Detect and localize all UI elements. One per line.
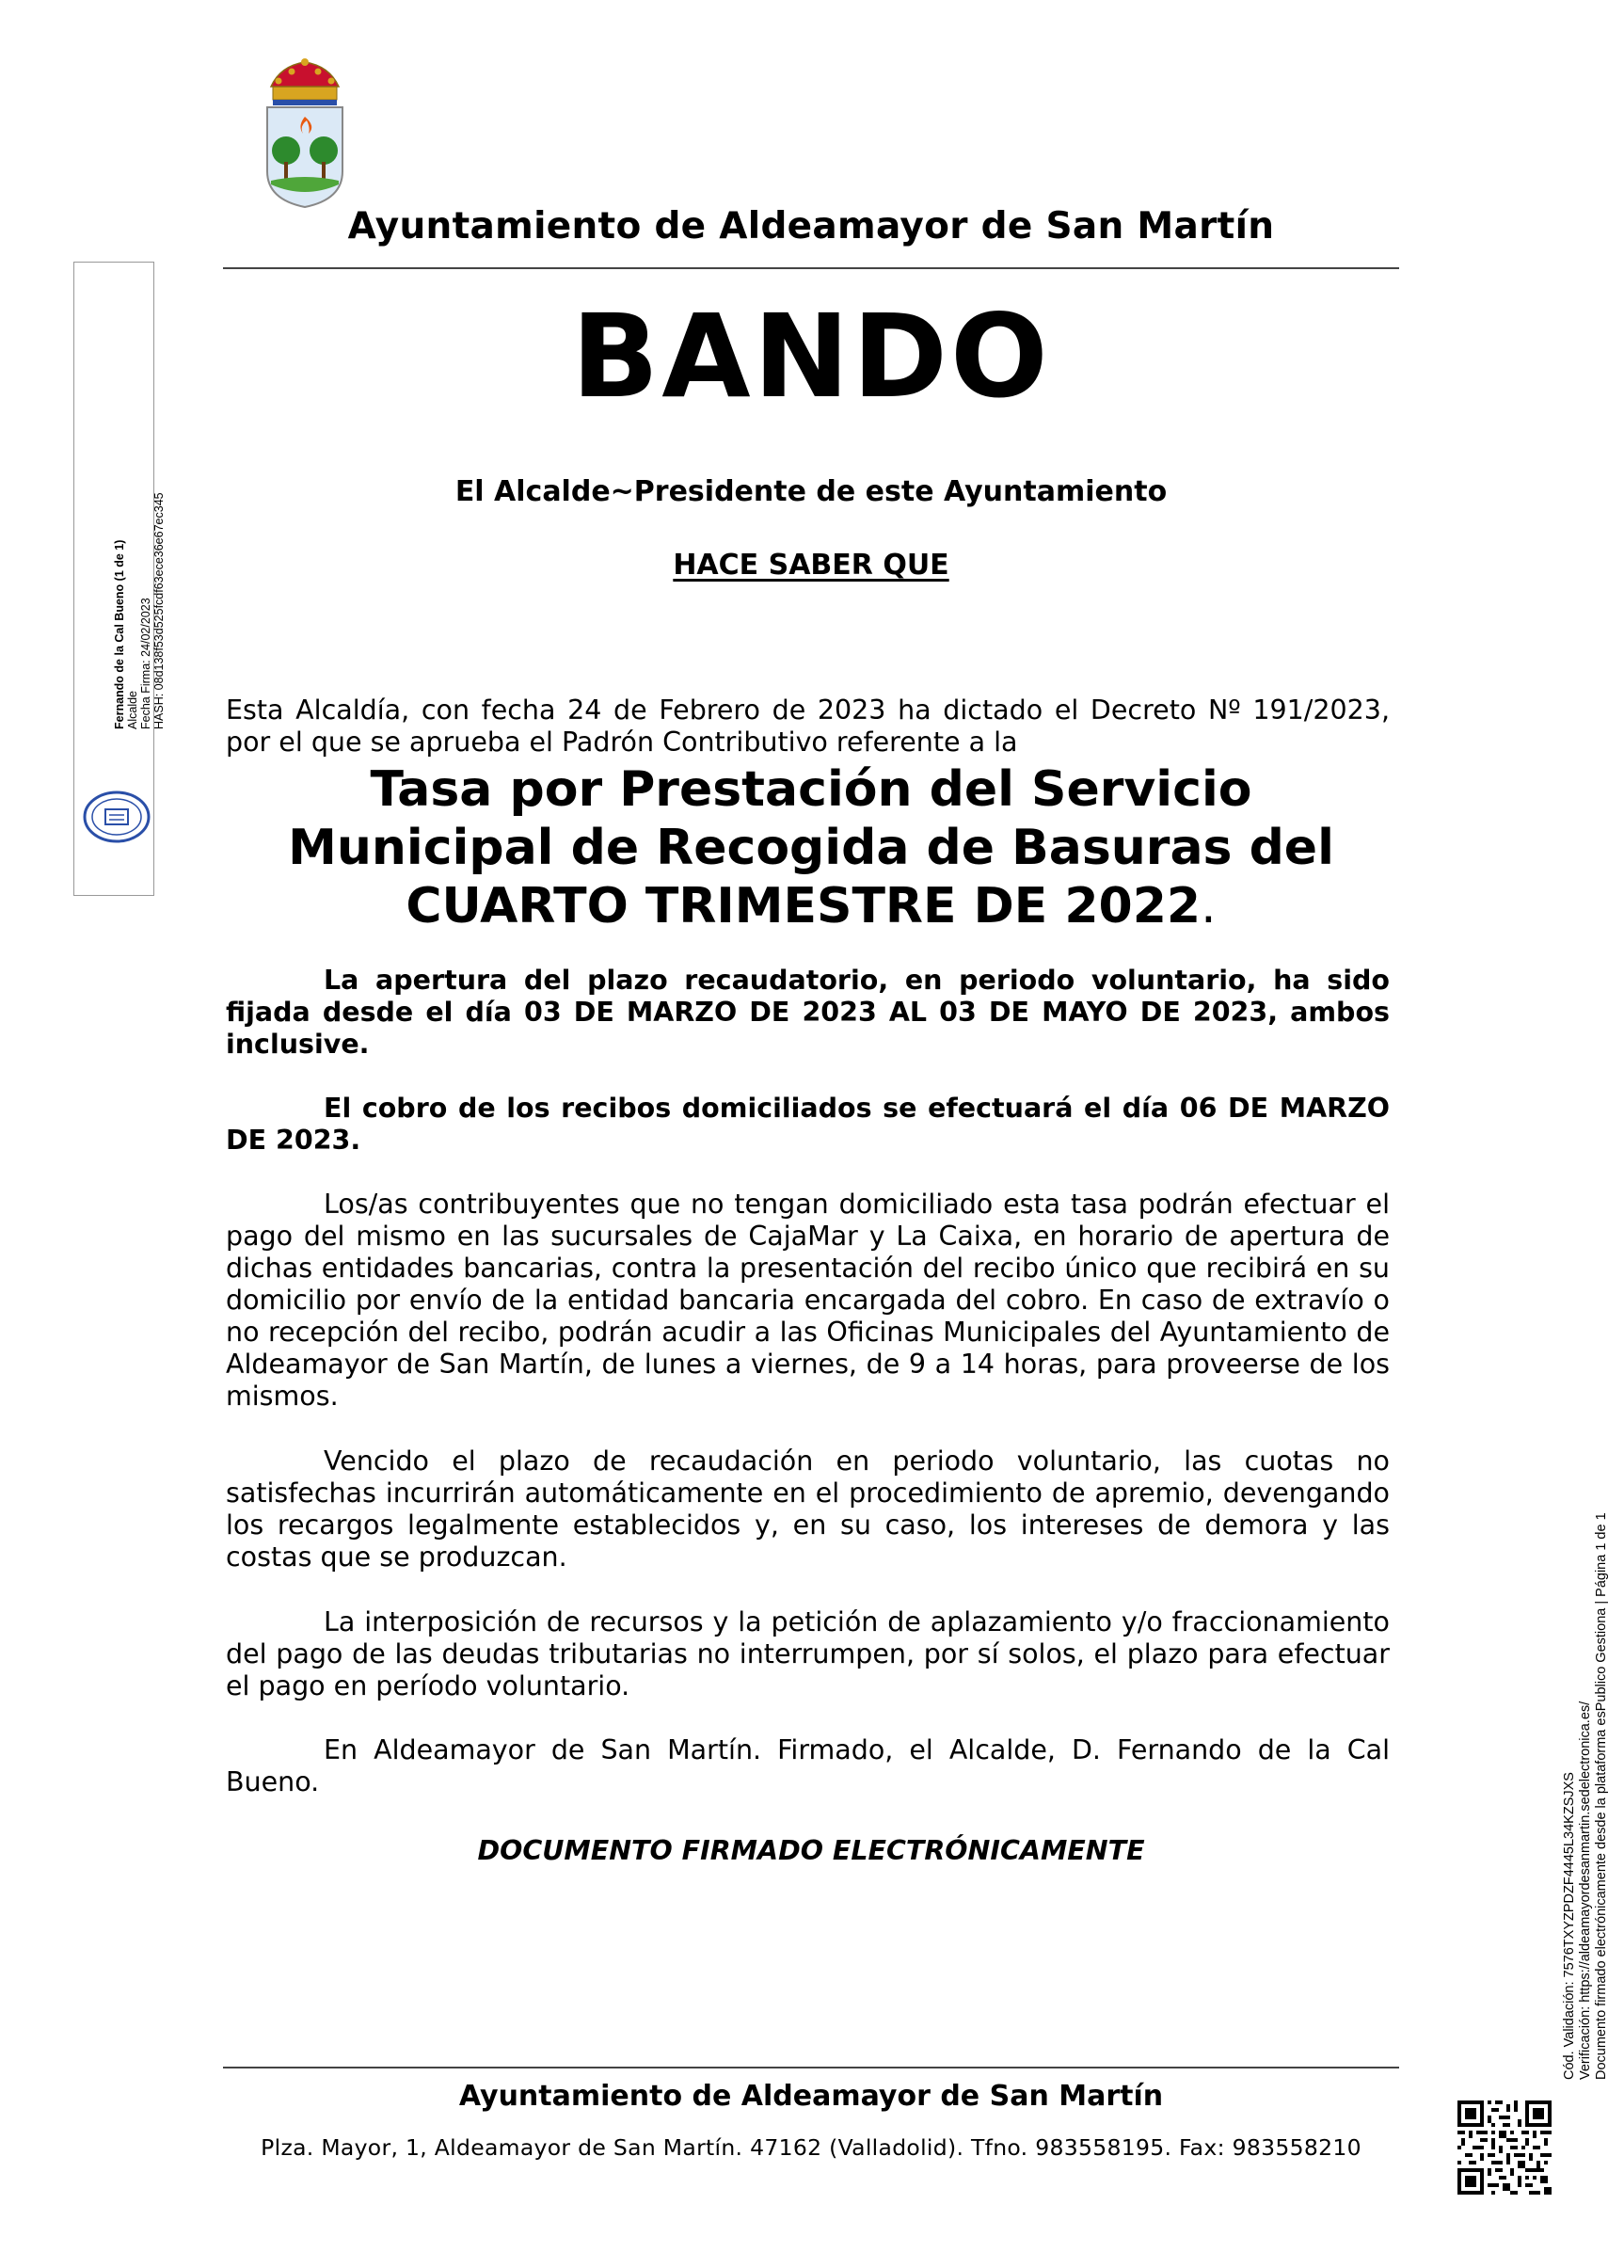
tasa-title-line-2: Municipal de Recogida de Basuras del bbox=[288, 820, 1334, 876]
verification-text bbox=[1562, 1512, 1610, 2080]
tasa-title-period: . bbox=[1201, 878, 1217, 934]
coat-of-arms-logo bbox=[262, 58, 348, 209]
header-title: Ayuntamiento de Aldeamayor de San Martín bbox=[347, 205, 1275, 248]
signed-notice: DOCUMENTO FIRMADO ELECTRÓNICAMENTE bbox=[477, 1835, 1145, 1866]
announce-line-text: HACE SABER QUE bbox=[673, 549, 949, 582]
platform-notice: Documento firmado electrónicamente desde la plataforma esPublico Gestiona | Página 1 de 1 bbox=[1594, 1512, 1609, 2080]
validation-code: Cód. Validación: 7576TXYZPDZF4445L34KZSJXS bbox=[1562, 1772, 1577, 2080]
intro-paragraph: Esta Alcaldía, con fecha 24 de Febrero de 2023 ha dictado el Decreto Nº 191/2023, por el que se aprueba el Padrón Contributivo referente a la bbox=[226, 695, 1390, 758]
vencido-paragraph: Vencido el plazo de recaudación en periodo voluntario, las cuotas no satisfechas incurrirán automáticamente en el procedimiento de apremio, devengando los recargos legalmente establecidos y, en su caso, los intereses de demora y las costas que se produzcan. bbox=[226, 1445, 1390, 1573]
signature-hash: HASH: 08d138f53d525fcdf63ece36e67ec345 bbox=[152, 492, 166, 729]
footer-address: Plza. Mayor, 1, Aldeamayor de San Martín. 47162 (Valladolid). Tfno. 983558195. Fax: 983558210 bbox=[261, 2134, 1361, 2161]
tasa-title bbox=[223, 760, 1399, 935]
announce-line bbox=[223, 549, 1399, 582]
tasa-title-line-1: Tasa por Prestación del Servicio bbox=[370, 761, 1252, 818]
official-seal-icon bbox=[81, 789, 152, 845]
recursos-paragraph: La interposición de recursos y la petición de aplazamiento y/o fraccionamiento del pago de las deudas tributarias no interrumpen, por sí solos, el plazo para efectuar el pago en período voluntario. bbox=[226, 1606, 1390, 1701]
qr-code-icon[interactable] bbox=[1457, 2100, 1552, 2195]
cobro-paragraph: El cobro de los recibos domiciliados se efectuará el día 06 DE MARZO DE 2023. bbox=[226, 1093, 1390, 1156]
header-divider bbox=[223, 267, 1399, 269]
footer-title: Ayuntamiento de Aldeamayor de San Martín bbox=[458, 2080, 1164, 2113]
signature-date: Fecha Firma: 24/02/2023 bbox=[139, 598, 152, 729]
signer-name: Fernando de la Cal Bueno (1 de 1) bbox=[113, 539, 126, 729]
signer-role: Alcalde bbox=[126, 691, 139, 729]
plazo-paragraph: La apertura del plazo recaudatorio, en periodo voluntario, ha sido fijada desde el día 03 DE MARZO DE 2023 AL 03 DE MAYO DE 2023, ambos inclusive. bbox=[226, 965, 1390, 1060]
contribuyentes-paragraph: Los/as contribuyentes que no tengan domiciliado esta tasa podrán efectuar el pago del mismo en las sucursales de CajaMar y La Caixa, en horario de apertura de dichas entidades bancarias, contra la presentación del recibo único que recibirá en su domicilio por envío de la entidad bancaria encargada del cobro. En caso de extravío o no recepción del recibo, podrán acudir a las Oficinas Municipales del Ayuntamiento de Aldeamayor de San Martín, de lunes a viernes, de 9 a 14 horas, para proveerse de los mismos. bbox=[226, 1189, 1390, 1412]
verification-url[interactable]: Verificación: https://aldeamayordesanmartin.sedelectronica.es/ bbox=[1578, 1701, 1593, 2080]
signature-stamp-text bbox=[113, 492, 166, 729]
document-title: BANDO bbox=[571, 290, 1051, 423]
footer-divider bbox=[223, 2067, 1399, 2068]
issuer-line: El Alcalde~Presidente de este Ayuntamiento bbox=[454, 475, 1168, 508]
firma-paragraph: En Aldeamayor de San Martín. Firmado, el Alcalde, D. Fernando de la Cal Bueno. bbox=[226, 1734, 1390, 1797]
tasa-title-line-3: CUARTO TRIMESTRE DE 2022 bbox=[406, 878, 1202, 934]
